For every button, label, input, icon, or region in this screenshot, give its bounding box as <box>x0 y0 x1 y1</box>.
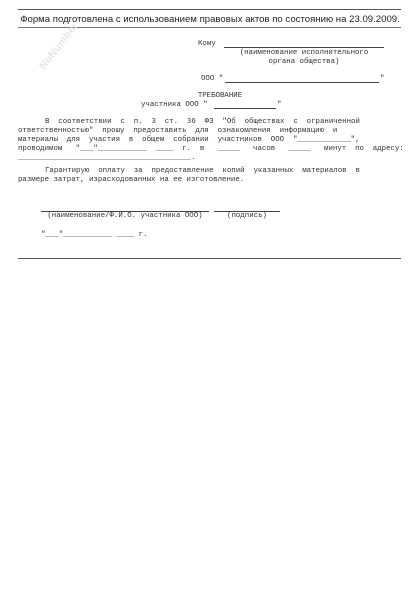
watermark-logo: NoNumber <box>37 20 81 72</box>
body-line-4: проводимом "___"___________ ____ г. в _____ часов _____ минут по адресу: <box>18 145 404 153</box>
name-caption: (наименование/Ф.И.О. участника ООО) <box>47 212 203 220</box>
to-blank-line <box>224 47 384 48</box>
body-line-1: В соответствии с п. 3 ст. 36 ФЗ "Об обществах с ограниченной <box>45 118 360 126</box>
body-line-5: _______________________________________. <box>18 154 196 162</box>
body-line-3: материалы для участия в общем собрании участников ООО "____________", <box>18 136 360 144</box>
title-company-blank <box>214 108 276 109</box>
to-label: Кому <box>198 40 216 48</box>
body-line-7: размере затрат, израсходованных на ее изготовление. <box>18 176 245 184</box>
document-title: ТРЕБОВАНИЕ <box>197 92 243 100</box>
title-sub-suffix: " <box>277 101 282 109</box>
date-line: "___"___________ ____ г. <box>41 231 148 239</box>
org-prefix: ООО " <box>201 75 224 83</box>
body-line-2: ответственностью" прошу предоставить для ознакомления информацию и <box>18 127 338 135</box>
to-caption-line2: органа общества) <box>268 58 340 66</box>
header-note: Форма подготовлена с использованием правовых актов по состоянию на 23.09.2009. <box>20 14 400 25</box>
body-line-6: Гарантирую оплату за предоставление копий указанных материалов в <box>45 167 360 175</box>
sign-caption: (подпись) <box>227 212 267 220</box>
org-name-blank <box>225 82 379 83</box>
header-top-rule <box>18 9 401 10</box>
to-caption-line1: (наименование исполнительного <box>239 49 369 57</box>
title-sub-prefix: участника ООО " <box>141 101 208 109</box>
org-suffix: " <box>380 75 385 83</box>
footer-rule <box>18 258 401 259</box>
